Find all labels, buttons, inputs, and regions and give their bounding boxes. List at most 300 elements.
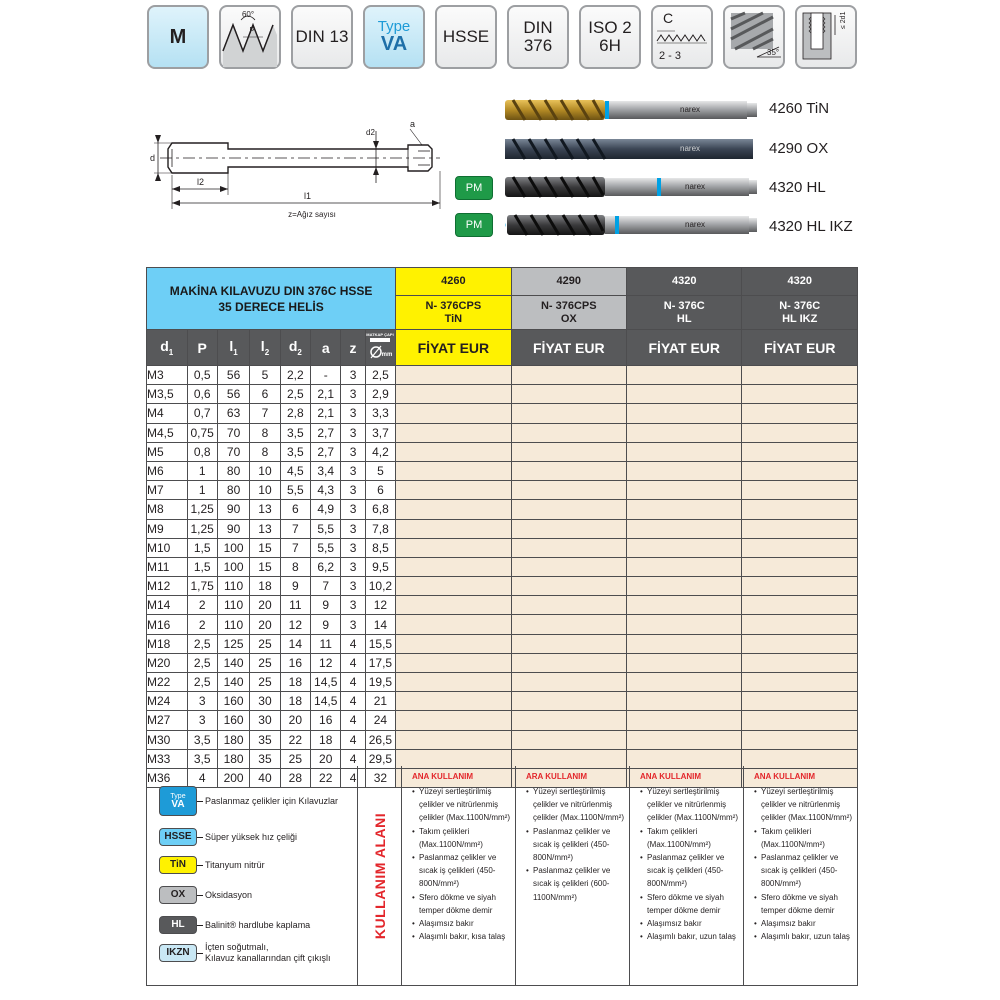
tool-brand-3: narex: [685, 182, 706, 191]
legend-badge: [159, 916, 197, 934]
price-cell[interactable]: [511, 557, 626, 576]
price-cell[interactable]: [742, 461, 858, 480]
usage-list-item: • Alaşımlı bakır, uzun talaş: [640, 930, 743, 943]
usage-list-item: • Takım çelikleri (Max.1100N/mm²): [754, 825, 857, 851]
cell-l2: 13: [250, 519, 280, 538]
price-cell[interactable]: [742, 634, 858, 653]
price-cell[interactable]: [396, 442, 511, 461]
product-desc-4290: [511, 296, 626, 330]
legend-item: [159, 916, 310, 934]
price-cell[interactable]: [627, 692, 742, 711]
cell-l1: 125: [217, 634, 249, 653]
cell-l1: 100: [217, 538, 249, 557]
price-cell[interactable]: [511, 577, 626, 596]
price-cell[interactable]: [742, 653, 858, 672]
price-cell[interactable]: [627, 711, 742, 730]
price-cell[interactable]: [742, 442, 858, 461]
cell-d1: M5: [147, 442, 188, 461]
cell-d1: M18: [147, 634, 188, 653]
price-cell[interactable]: [396, 481, 511, 500]
cell-l2: 25: [250, 653, 280, 672]
legend-panel: [146, 766, 358, 986]
cell-a: 4,9: [311, 500, 341, 519]
tool-label-hl: 4320 HL: [769, 179, 826, 196]
usage-list-item: • Paslanmaz çelikler ve sıcak iş çelikleri (450-800N/mm²): [526, 825, 629, 865]
price-cell[interactable]: [742, 519, 858, 538]
legend-item: [159, 786, 338, 816]
tool-label-tin: 4260 TiN: [769, 100, 830, 117]
usage-list-item: • Paslanmaz çelikler ve sıcak iş çelikleri (450-800N/mm²): [412, 851, 515, 891]
cell-d2: 2,8: [280, 404, 310, 423]
cell-drill: 2,9: [365, 385, 395, 404]
cell-l1: 100: [217, 557, 249, 576]
table-row: [147, 730, 858, 749]
price-cell[interactable]: [396, 557, 511, 576]
cell-l1: 70: [217, 423, 249, 442]
cell-l2: 40: [250, 768, 280, 787]
cell-drill: 12: [365, 596, 395, 615]
price-cell[interactable]: [742, 692, 858, 711]
cell-d1: M22: [147, 673, 188, 692]
price-cell[interactable]: [396, 385, 511, 404]
cell-l1: 180: [217, 749, 249, 768]
header-d1-text: d: [160, 338, 169, 355]
price-cell[interactable]: [511, 673, 626, 692]
header-l1-text: l: [229, 338, 234, 355]
cell-drill: 6: [365, 481, 395, 500]
legend-text: [205, 890, 252, 901]
price-cell[interactable]: [511, 711, 626, 730]
price-cell[interactable]: [742, 404, 858, 423]
legend-badge: [159, 886, 197, 904]
table-row: [147, 481, 858, 500]
pm-badge-hl-ikz: PM: [455, 213, 493, 237]
price-cell[interactable]: [396, 577, 511, 596]
cell-drill: 19,5: [365, 673, 395, 692]
price-cell[interactable]: [627, 634, 742, 653]
spec-table: [146, 267, 858, 788]
cell-l2: 18: [250, 577, 280, 596]
price-cell[interactable]: [511, 500, 626, 519]
cell-drill: 5: [365, 461, 395, 480]
price-cell[interactable]: [511, 730, 626, 749]
type-va-icon: [363, 5, 425, 69]
price-cell[interactable]: [742, 423, 858, 442]
table-row: [147, 442, 858, 461]
usage-list-item: • Yüzeyi sertleştirilmiş çelikler ve nitrürlenmiş çelikler (Max.1100N/mm²): [412, 785, 515, 825]
cell-drill: 21: [365, 692, 395, 711]
cell-d2: 5,5: [280, 481, 310, 500]
price-cell[interactable]: [511, 596, 626, 615]
legend-badge-top: Type: [170, 792, 186, 800]
header-d1-sub: 1: [168, 347, 174, 357]
cell-drill: 15,5: [365, 634, 395, 653]
table-row: [147, 653, 858, 672]
price-cell[interactable]: [511, 404, 626, 423]
usage-list-item: • Sfero dökme ve siyah temper dökme demir: [640, 891, 743, 917]
usage-list-item: • Alaşımsız bakır: [754, 917, 857, 930]
usage-list-item: • Alaşımlı bakır, kısa talaş: [412, 930, 515, 943]
price-cell[interactable]: [627, 481, 742, 500]
price-cell[interactable]: [627, 730, 742, 749]
table-row: [147, 577, 858, 596]
chamfer-icon-graphic: [653, 7, 711, 67]
header-drill: [365, 330, 395, 366]
legend-connector: [197, 837, 203, 838]
cell-l2: 35: [250, 730, 280, 749]
table-row: [147, 519, 858, 538]
usage-list-item: • Yüzeyi sertleştirilmiş çelikler ve nitrürlenmiş çelikler (Max.1100N/mm²): [640, 785, 743, 825]
iso-tolerance-icon: [579, 5, 641, 69]
price-cell[interactable]: [627, 423, 742, 442]
price-cell[interactable]: [627, 557, 742, 576]
price-cell[interactable]: [627, 577, 742, 596]
cell-drill: 2,5: [365, 366, 395, 385]
cell-pitch: 1,5: [187, 557, 217, 576]
chamfer-letter: C: [663, 10, 674, 26]
price-cell[interactable]: [396, 500, 511, 519]
price-cell[interactable]: [742, 385, 858, 404]
table-row: [147, 596, 858, 615]
product-code-4320-hl: 4320: [627, 268, 742, 296]
legend-badge-label: TiN: [170, 859, 186, 870]
cell-drill: 32: [365, 768, 395, 787]
header-z: z: [341, 330, 365, 366]
drill-diameter-icon: [366, 330, 394, 362]
price-cell[interactable]: [627, 366, 742, 385]
cell-pitch: 3: [187, 692, 217, 711]
cell-pitch: 0,8: [187, 442, 217, 461]
cell-z: 4: [341, 673, 365, 692]
price-cell[interactable]: [396, 692, 511, 711]
cell-l2: 20: [250, 615, 280, 634]
cell-pitch: 1,25: [187, 519, 217, 538]
price-cell[interactable]: [396, 596, 511, 615]
cell-l2: 8: [250, 423, 280, 442]
cell-a: 7: [311, 577, 341, 596]
price-header-4260: FİYAT EUR: [396, 330, 511, 366]
price-cell[interactable]: [511, 423, 626, 442]
product-desc-4260-line2: TiN: [444, 312, 463, 325]
cell-a: 14,5: [311, 673, 341, 692]
product-desc-4320-ikz: [742, 296, 858, 330]
table-row: [147, 461, 858, 480]
legend-text-line2: Kılavuz kanallarından çift çıkışlı: [205, 953, 331, 963]
price-cell[interactable]: [511, 692, 626, 711]
cell-z: 3: [341, 404, 365, 423]
usage-list: [412, 785, 515, 943]
cell-a: 14,5: [311, 692, 341, 711]
header-d2-text: d: [288, 338, 298, 355]
price-header-4320-ikz: FİYAT EUR: [742, 330, 858, 366]
legend-text: [205, 796, 338, 807]
cell-z: 3: [341, 461, 365, 480]
price-cell[interactable]: [396, 711, 511, 730]
legend-item: [159, 886, 252, 904]
cell-a: 4,3: [311, 481, 341, 500]
cell-d2: 7: [280, 538, 310, 557]
cell-a: 9: [311, 615, 341, 634]
header-d1: [147, 330, 188, 366]
cell-d1: M3,5: [147, 385, 188, 404]
cell-z: 4: [341, 653, 365, 672]
cell-l2: 15: [250, 557, 280, 576]
usage-list-item: • Paslanmaz çelikler ve sıcak iş çelikleri (450-800N/mm²): [640, 851, 743, 891]
legend-text: [205, 860, 265, 871]
spec-icon-row: [147, 5, 857, 69]
cell-a: -: [311, 366, 341, 385]
price-cell[interactable]: [742, 500, 858, 519]
price-cell[interactable]: [396, 461, 511, 480]
price-cell[interactable]: [511, 634, 626, 653]
cell-d2: 3,5: [280, 442, 310, 461]
drawing-z-note: z=Ağız sayısı: [288, 210, 336, 219]
cell-pitch: 3,5: [187, 749, 217, 768]
legend-connector: [197, 953, 203, 954]
product-desc-4290-line2: OX: [560, 312, 577, 325]
legend-badge: [159, 786, 197, 816]
chamfer-range: 2 - 3: [659, 50, 682, 62]
cell-z: 4: [341, 768, 365, 787]
cell-d2: 9: [280, 577, 310, 596]
tool-image-tin: [505, 98, 757, 122]
cell-d1: M3: [147, 366, 188, 385]
cell-d2: 2,5: [280, 385, 310, 404]
table-row: [147, 557, 858, 576]
legend-connector: [197, 895, 203, 896]
cell-drill: 24: [365, 711, 395, 730]
legend-connector: [197, 801, 203, 802]
table-row: [147, 634, 858, 653]
tool-image-ox: [505, 136, 757, 162]
usage-list-item: • Paslanmaz çelikler ve sıcak iş çelikleri (450-800N/mm²): [754, 851, 857, 891]
price-cell[interactable]: [396, 673, 511, 692]
usage-area-label: [358, 766, 402, 986]
price-cell[interactable]: [742, 366, 858, 385]
cell-l2: 7: [250, 404, 280, 423]
table-row: [147, 500, 858, 519]
cell-drill: 8,5: [365, 538, 395, 557]
legend-text-line1: İçten soğutmalı,: [205, 942, 269, 952]
legend-item: [159, 828, 297, 846]
price-cell[interactable]: [511, 385, 626, 404]
cell-drill: 14: [365, 615, 395, 634]
cell-d2: 6: [280, 500, 310, 519]
cell-a: 12: [311, 653, 341, 672]
cell-l2: 30: [250, 692, 280, 711]
legend-badge: [159, 944, 197, 962]
price-cell[interactable]: [627, 615, 742, 634]
product-desc-4260: [396, 296, 511, 330]
cell-z: 3: [341, 500, 365, 519]
drawing-a-label: a: [410, 119, 416, 129]
cell-l2: 35: [250, 749, 280, 768]
cell-l1: 180: [217, 730, 249, 749]
price-cell[interactable]: [511, 461, 626, 480]
spec-table-body: [147, 366, 858, 788]
din376-line2: 376: [523, 36, 553, 55]
hsse-icon: [435, 5, 497, 69]
helix-angle-icon: [723, 5, 785, 69]
usage-list: [754, 785, 857, 943]
legend-text-line1: Balinit® hardlube kaplama: [205, 919, 311, 930]
cell-drill: 4,2: [365, 442, 395, 461]
cell-d1: M12: [147, 577, 188, 596]
cell-drill: 7,8: [365, 519, 395, 538]
price-cell[interactable]: [396, 519, 511, 538]
price-cell[interactable]: [742, 557, 858, 576]
cell-d1: M9: [147, 519, 188, 538]
cell-l2: 5: [250, 366, 280, 385]
price-cell[interactable]: [396, 634, 511, 653]
cell-l1: 110: [217, 596, 249, 615]
price-cell[interactable]: [627, 538, 742, 557]
cell-d2: 20: [280, 711, 310, 730]
price-cell[interactable]: [511, 653, 626, 672]
usage-list-item: • Alaşımlı bakır, uzun talaş: [754, 930, 857, 943]
cell-pitch: 2: [187, 615, 217, 634]
usage-column: [744, 766, 858, 986]
price-cell[interactable]: [627, 673, 742, 692]
cell-d1: M6: [147, 461, 188, 480]
table-row: [147, 538, 858, 557]
price-cell[interactable]: [627, 385, 742, 404]
cell-l1: 110: [217, 615, 249, 634]
cell-l1: 110: [217, 577, 249, 596]
price-cell[interactable]: [396, 615, 511, 634]
cell-z: 3: [341, 366, 365, 385]
table-row: [147, 673, 858, 692]
price-cell[interactable]: [396, 730, 511, 749]
price-cell[interactable]: [742, 596, 858, 615]
cell-l1: 140: [217, 673, 249, 692]
price-cell[interactable]: [396, 653, 511, 672]
usage-list: [526, 785, 629, 904]
price-cell[interactable]: [396, 538, 511, 557]
product-desc-4320-ikz-line2: HL IKZ: [782, 312, 818, 325]
price-cell[interactable]: [742, 481, 858, 500]
tool-image-hl: [505, 174, 757, 200]
price-cell[interactable]: [742, 711, 858, 730]
tool-brand-2: narex: [680, 144, 701, 153]
iso-line2: 6H: [599, 36, 621, 55]
price-cell[interactable]: [627, 442, 742, 461]
cell-d2: 25: [280, 749, 310, 768]
cell-d1: M4,5: [147, 423, 188, 442]
cell-d1: M4: [147, 404, 188, 423]
price-cell[interactable]: [511, 366, 626, 385]
header-l1-sub: 1: [233, 347, 238, 357]
price-cell[interactable]: [396, 404, 511, 423]
price-cell[interactable]: [627, 653, 742, 672]
chamfer-icon: [651, 5, 713, 69]
price-cell[interactable]: [627, 519, 742, 538]
thread-depth-icon: [795, 5, 857, 69]
legend-item: [159, 856, 265, 874]
cell-d1: M10: [147, 538, 188, 557]
product-desc-4320-hl-line1: N- 376C: [663, 299, 705, 312]
cell-drill: 10,2: [365, 577, 395, 596]
cell-l1: 56: [217, 366, 249, 385]
price-cell[interactable]: [511, 519, 626, 538]
cell-d2: 12: [280, 615, 310, 634]
drawing-l2-label: l2: [197, 177, 205, 187]
price-cell[interactable]: [627, 404, 742, 423]
cell-d1: M27: [147, 711, 188, 730]
header-d2: [280, 330, 310, 366]
product-tool-list: [455, 92, 875, 242]
price-cell[interactable]: [511, 481, 626, 500]
price-cell[interactable]: [396, 366, 511, 385]
cell-a: 2,7: [311, 423, 341, 442]
cell-a: 18: [311, 730, 341, 749]
cell-a: 2,1: [311, 404, 341, 423]
cell-l1: 56: [217, 385, 249, 404]
legend-text-line1: Titanyum nitrür: [205, 859, 265, 870]
usage-list-item: • Alaşımsız bakır: [640, 917, 743, 930]
hsse-label: HSSE: [442, 27, 490, 47]
product-desc-4290-line1: N- 376CPS: [540, 299, 597, 312]
cell-a: 5,5: [311, 538, 341, 557]
cell-pitch: 0,5: [187, 366, 217, 385]
price-cell[interactable]: [742, 577, 858, 596]
drawing-l1-label: l1: [304, 191, 312, 201]
usage-list-item: • Takım çelikleri (Max.1100N/mm²): [412, 825, 515, 851]
price-cell[interactable]: [627, 596, 742, 615]
cell-l1: 90: [217, 519, 249, 538]
product-code-4290: 4290: [511, 268, 626, 296]
cell-z: 4: [341, 730, 365, 749]
usage-column-title: ANA KULLANIM: [640, 772, 702, 781]
cell-l2: 13: [250, 500, 280, 519]
cell-d1: M14: [147, 596, 188, 615]
table-row: [147, 615, 858, 634]
price-cell[interactable]: [742, 615, 858, 634]
price-cell[interactable]: [511, 615, 626, 634]
header-l2-text: l: [260, 338, 265, 355]
cell-pitch: 1: [187, 461, 217, 480]
legend-badge: [159, 828, 197, 846]
price-cell[interactable]: [627, 461, 742, 480]
cell-drill: 3,3: [365, 404, 395, 423]
price-cell[interactable]: [396, 423, 511, 442]
price-cell[interactable]: [511, 538, 626, 557]
price-cell[interactable]: [742, 538, 858, 557]
tap-dimension-drawing: [140, 105, 460, 230]
legend-badge-label: HSSE: [164, 831, 192, 842]
cell-pitch: 1,25: [187, 500, 217, 519]
price-cell[interactable]: [511, 442, 626, 461]
legend-connector: [197, 865, 203, 866]
price-cell[interactable]: [742, 673, 858, 692]
cell-l2: 20: [250, 596, 280, 615]
usage-list-item: • Yüzeyi sertleştirilmiş çelikler ve nitrürlenmiş çelikler (Max.1100N/mm²): [526, 785, 629, 825]
cell-d1: M36: [147, 768, 188, 787]
cell-pitch: 1,75: [187, 577, 217, 596]
price-cell[interactable]: [742, 730, 858, 749]
cell-l2: 30: [250, 711, 280, 730]
usage-column-title: ANA KULLANIM: [412, 772, 474, 781]
tool-brand-4: narex: [685, 220, 706, 229]
cell-z: 4: [341, 711, 365, 730]
cell-l2: 6: [250, 385, 280, 404]
price-cell[interactable]: [627, 500, 742, 519]
header-d2-sub: 2: [297, 347, 302, 357]
cell-d2: 4,5: [280, 461, 310, 480]
cell-z: 3: [341, 557, 365, 576]
legend-text-line1: Oksidasyon: [205, 889, 253, 900]
cell-l1: 80: [217, 461, 249, 480]
